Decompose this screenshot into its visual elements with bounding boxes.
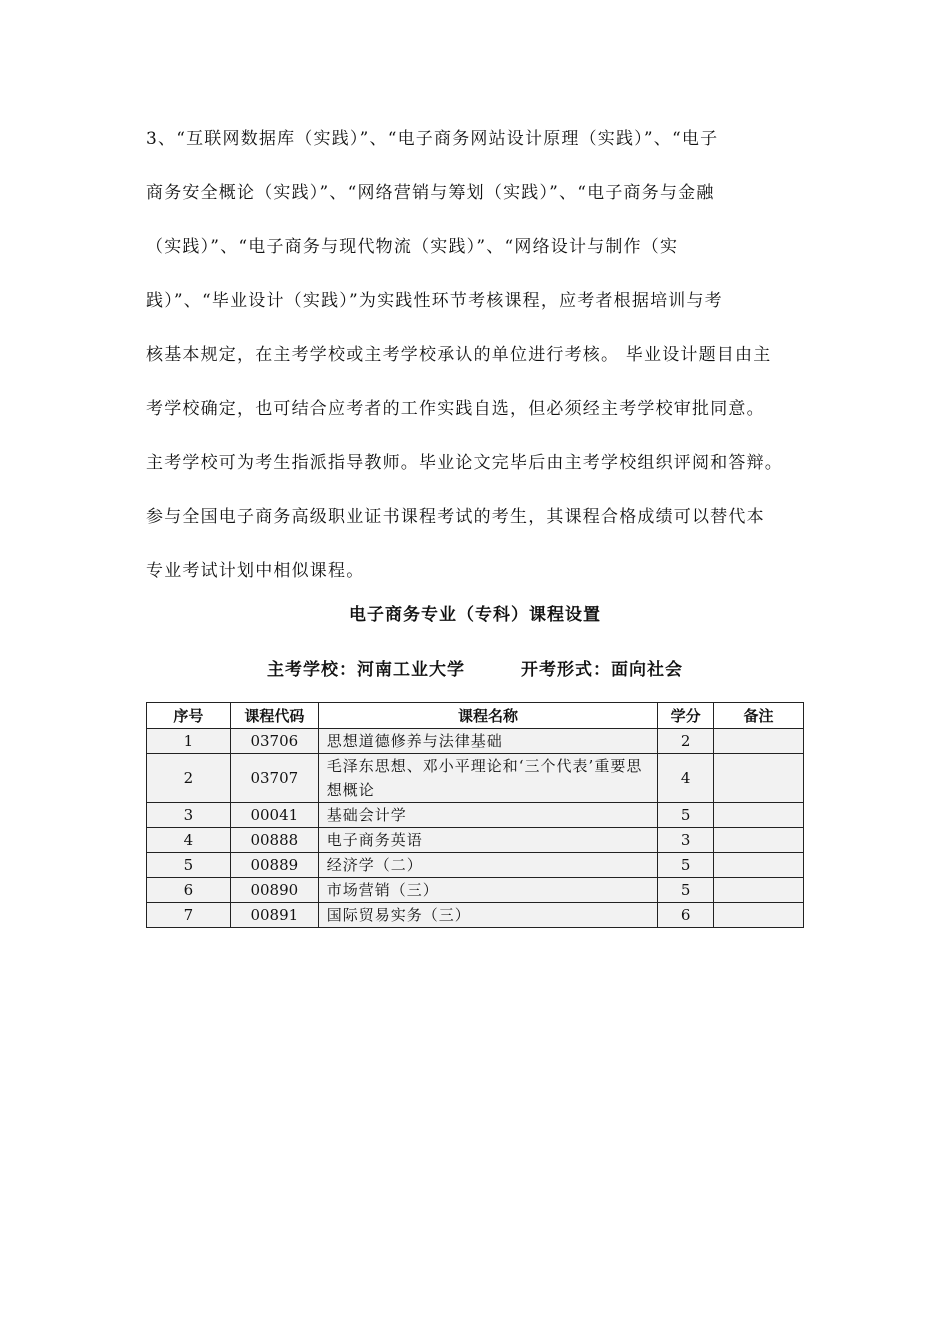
paragraph-line: 核基本规定，在主考学校或主考学校承认的单位进行考核。 毕业设计题目由主 (146, 345, 772, 365)
cell-credit: 4 (658, 754, 714, 803)
cell-code: 00890 (230, 878, 318, 903)
cell-note (714, 878, 804, 903)
exam-form: 开考形式：面向社会 (521, 660, 683, 680)
cell-code: 00891 (230, 903, 318, 928)
cell-name: 基础会计学 (318, 803, 657, 828)
cell-note (714, 903, 804, 928)
cell-credit: 5 (658, 878, 714, 903)
cell-code: 03707 (230, 754, 318, 803)
paragraph-line: 践）”、“毕业设计（实践）”为实践性环节考核课程，应考者根据培训与考 (146, 291, 723, 311)
cell-credit: 2 (658, 729, 714, 754)
paragraph-line: 专业考试计划中相似课程。 (146, 561, 365, 581)
cell-no: 4 (147, 828, 231, 853)
cell-code: 00889 (230, 853, 318, 878)
table-row (147, 729, 804, 754)
paragraph-line: 参与全国电子商务高级职业证书课程考试的考生，其课程合格成绩可以替代本 (146, 507, 765, 527)
cell-credit: 3 (658, 828, 714, 853)
body-paragraph (146, 112, 810, 598)
cell-name: 市场营销（三） (318, 878, 657, 903)
cell-name: 国际贸易实务（三） (318, 903, 657, 928)
paragraph-line: 3、“互联网数据库（实践）”、“电子商务网站设计原理（实践）”、“电子 (146, 129, 719, 149)
cell-credit: 6 (658, 903, 714, 928)
cell-no: 7 (147, 903, 231, 928)
cell-no: 2 (147, 754, 231, 803)
cell-code: 00041 (230, 803, 318, 828)
table-row (147, 803, 804, 828)
paragraph-line: 商务安全概论（实践）”、“网络营销与筹划（实践）”、“电子商务与金融 (146, 183, 715, 203)
table-header-row (147, 703, 804, 729)
header-no: 序号 (147, 703, 231, 729)
cell-credit: 5 (658, 853, 714, 878)
cell-no: 5 (147, 853, 231, 878)
cell-note (714, 803, 804, 828)
table-row (147, 828, 804, 853)
cell-name: 毛泽东思想、邓小平理论和‘三个代表’重要思想概论 (318, 754, 657, 803)
cell-no: 6 (147, 878, 231, 903)
section-subtitle (0, 655, 950, 680)
table-row (147, 853, 804, 878)
cell-code: 00888 (230, 828, 318, 853)
cell-name: 经济学（二） (318, 853, 657, 878)
header-code: 课程代码 (230, 703, 318, 729)
cell-no: 1 (147, 729, 231, 754)
header-note: 备注 (714, 703, 804, 729)
header-name: 课程名称 (318, 703, 657, 729)
table-row (147, 903, 804, 928)
paragraph-line: 考学校确定，也可结合应考者的工作实践自选，但必须经主考学校审批同意。 (146, 399, 765, 419)
section-title: 电子商务专业（专科）课程设置 (349, 605, 601, 625)
cell-name: 电子商务英语 (318, 828, 657, 853)
paragraph-line: 主考学校可为考生指派指导教师。毕业论文完毕后由主考学校组织评阅和答辩。 (146, 453, 783, 473)
cell-no: 3 (147, 803, 231, 828)
cell-note (714, 828, 804, 853)
header-credit: 学分 (658, 703, 714, 729)
cell-note (714, 853, 804, 878)
host-school: 主考学校：河南工业大学 (267, 660, 465, 680)
paragraph-line: （实践）”、“电子商务与现代物流（实践）”、“网络设计与制作（实 (146, 237, 679, 257)
table-row (147, 878, 804, 903)
table-row (147, 754, 804, 803)
cell-note (714, 754, 804, 803)
cell-credit: 5 (658, 803, 714, 828)
cell-code: 03706 (230, 729, 318, 754)
cell-note (714, 729, 804, 754)
cell-name: 思想道德修养与法律基础 (318, 729, 657, 754)
course-table (146, 702, 804, 928)
